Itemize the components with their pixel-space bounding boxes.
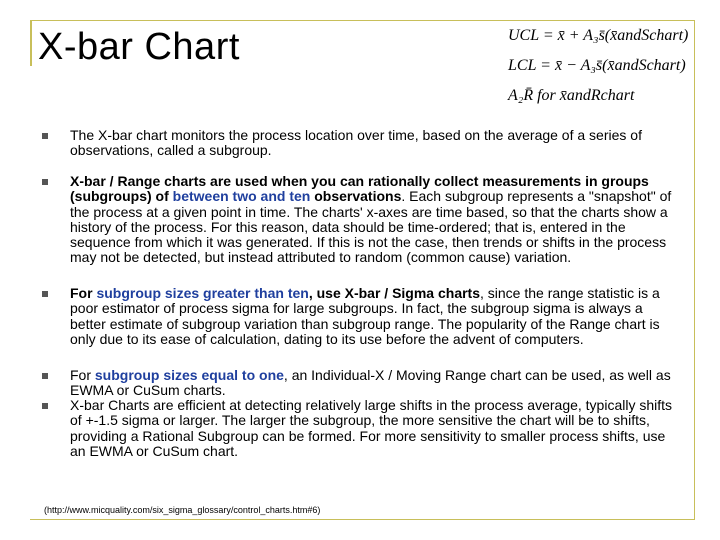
bullet-text: For bbox=[70, 367, 95, 383]
square-bullet-icon bbox=[42, 179, 48, 185]
bullet-text: , since the range statistic is a poor estimator of process sigma for large subgroups. In fact, the subgroup sigma is always a better estimate of subgroup variation than subgroup range. The popularity of the Range chart is only due to its ease of calculation, dating to its use before the advent of computers. bbox=[70, 285, 660, 347]
range-formula: A₂R̄ for x̄andRchart bbox=[508, 87, 635, 104]
square-bullet-icon bbox=[42, 403, 48, 409]
bullet-text: X-bar Charts are efficient at detecting relatively large shifts in the process average, typically shifts of +-1.5 sigma or larger. The larger the subgroup, the more sensitive the chart will be to shifts, providing a Rational Subgroup can be formed. For more sensitivity to smaller process shifts, use an EWMA or CuSum chart. bbox=[70, 397, 673, 459]
bullet-text: . Each subgroup represents a "snapshot" of the process at a given point in time. The charts' x-axes are time based, so that the charts show a history of the process. For this reason, data should be time-ordered; that is, entered in the sequence from which it was generated. If this is not the case, then trends or shifts in the process may not be detected, but instead attributed to random (common cause) variation. bbox=[70, 188, 672, 266]
bullet-text: For bbox=[70, 285, 97, 301]
highlight-text: subgroup sizes greater than ten bbox=[96, 285, 309, 301]
square-bullet-icon bbox=[42, 291, 48, 297]
ucl-formula: UCL = x̄ + A₃s̄(x̄andSchart) bbox=[508, 27, 689, 44]
bullet-text: , use X-bar / Sigma charts bbox=[308, 285, 480, 301]
bullet-list bbox=[42, 128, 682, 459]
bullet-item bbox=[42, 286, 682, 368]
bullet-text: observations bbox=[310, 188, 402, 205]
highlight-text: between two and ten bbox=[172, 188, 311, 205]
bullet-text: X-bar / Range charts are used when you can rationally collect measurements in groups (subgroups) of bbox=[70, 173, 649, 205]
highlight-text: subgroup sizes equal to one bbox=[94, 367, 284, 383]
title-rule bbox=[30, 20, 32, 66]
bullet-text: The X-bar chart monitors the process location over time, based on the average of a series of observations, called a subgroup. bbox=[70, 127, 642, 159]
bullet-item bbox=[42, 398, 682, 459]
lcl-formula: LCL = x̄ − A₃s̄(x̄andSchart) bbox=[508, 57, 686, 74]
bullet-item bbox=[42, 368, 682, 398]
control-limit-formulas bbox=[508, 18, 718, 108]
square-bullet-icon bbox=[42, 373, 48, 379]
slide-title: X-bar Chart bbox=[38, 26, 240, 68]
bullet-item bbox=[42, 128, 682, 174]
source-citation: (http://www.micquality.com/six_sigma_glossary/control_charts.htm#6) bbox=[44, 505, 321, 515]
bullet-item bbox=[42, 174, 682, 286]
square-bullet-icon bbox=[42, 133, 48, 139]
bullet-text: , an Individual-X / Moving Range chart can be used, as well as EWMA or CuSum charts. bbox=[70, 367, 671, 399]
